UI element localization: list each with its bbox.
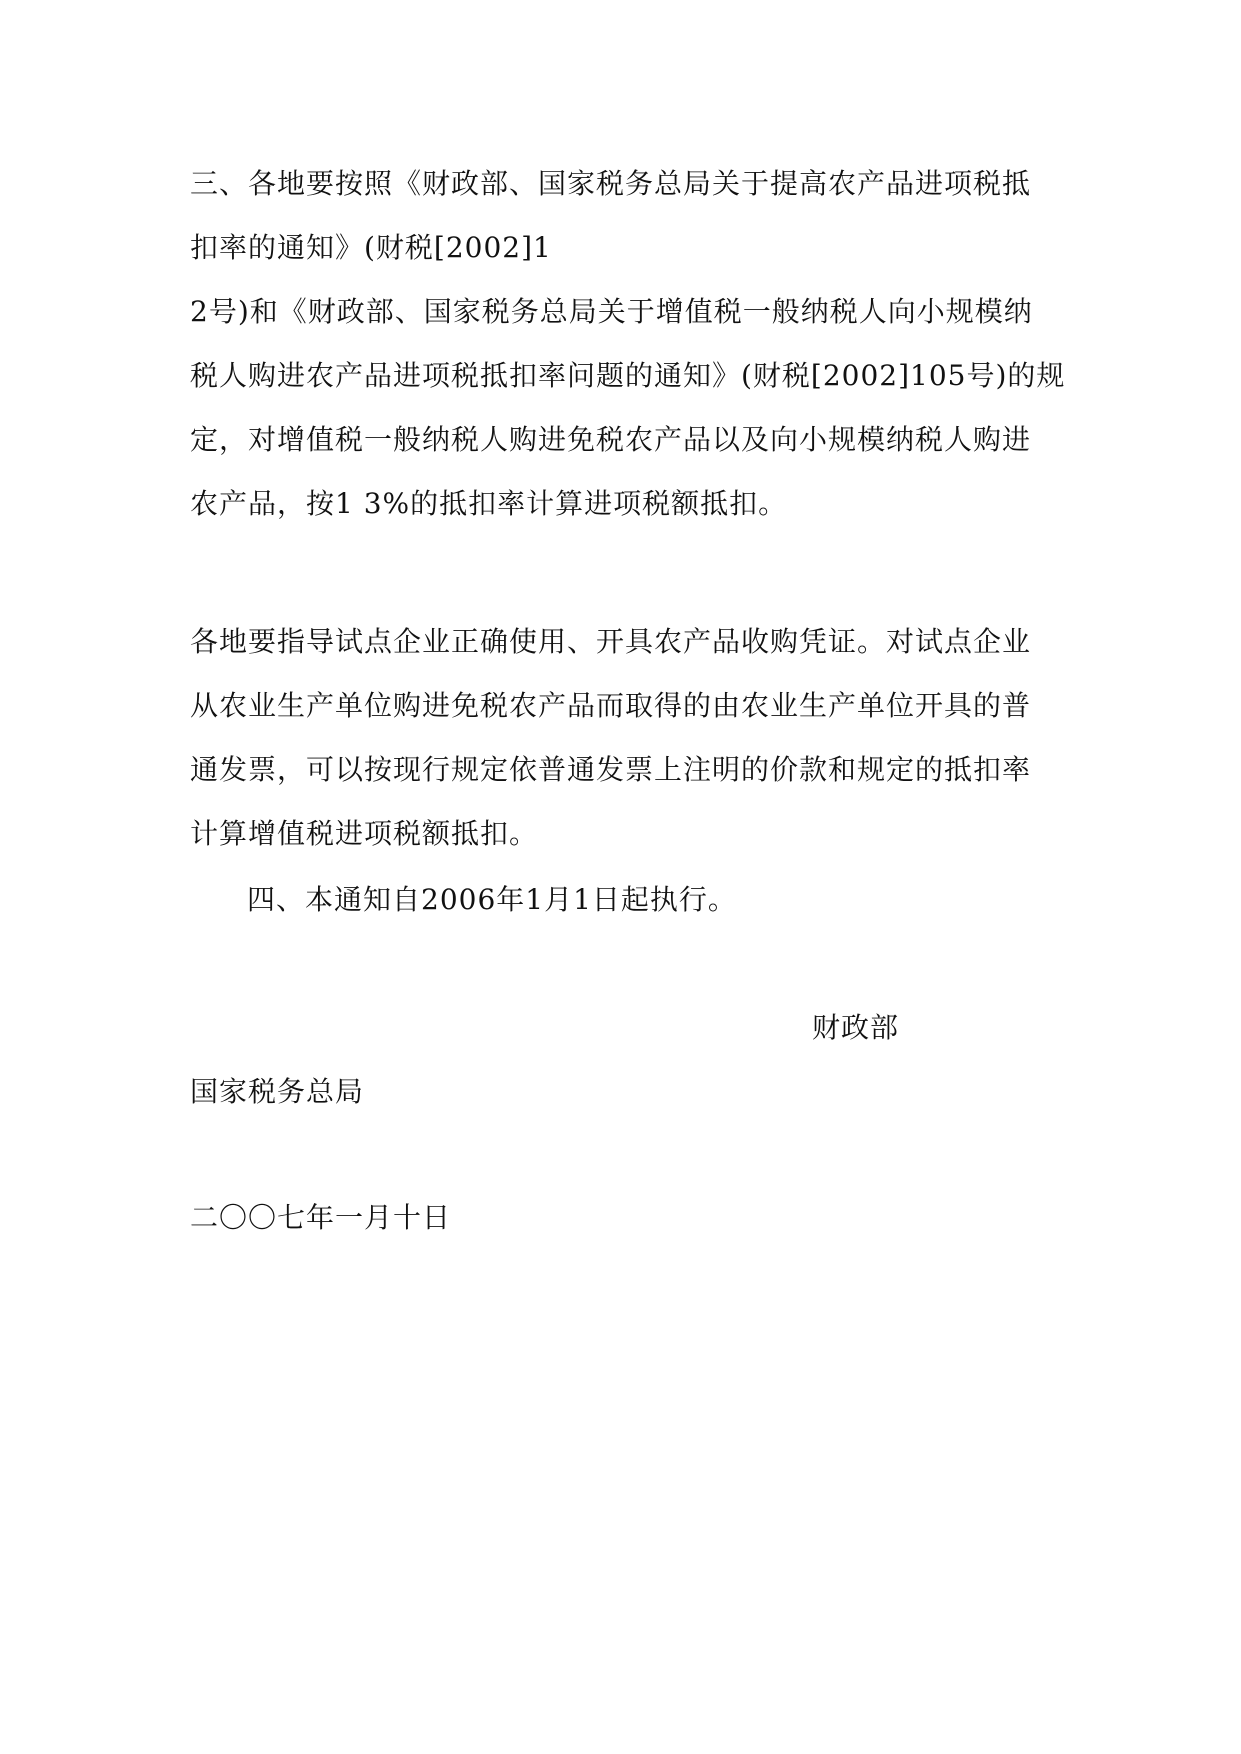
text-line: 税人购进农产品进项税抵扣率问题的通知》(财税[2002]105号)的规 <box>190 359 1066 392</box>
text-line: 计算增值税进项税额抵扣。 <box>190 817 539 850</box>
text-line: 农产品，按1 3%的抵扣率计算进项税额抵扣。 <box>190 487 788 520</box>
text-line: 三、各地要按照《财政部、国家税务总局关于提高农产品进项税抵 <box>190 167 1032 200</box>
text-line: 通发票，可以按现行规定依普通发票上注明的价款和规定的抵扣率 <box>190 753 1032 786</box>
signature-bureau: 国家税务总局 <box>190 1075 365 1108</box>
signature-ministry: 财政部 <box>812 1011 900 1044</box>
document-date: 二〇〇七年一月十日 <box>190 1201 452 1234</box>
text-line: 2号)和《财政部、国家税务总局关于增值税一般纳税人向小规模纳 <box>190 295 1033 328</box>
text-line: 定，对增值税一般纳税人购进免税农产品以及向小规模纳税人购进 <box>190 423 1032 456</box>
text-line: 从农业生产单位购进免税农产品而取得的由农业生产单位开具的普 <box>190 689 1032 722</box>
paragraph-article-4: 四、本通知自2006年1月1日起执行。 <box>247 883 737 916</box>
text-line: 扣率的通知》(财税[2002]1 <box>190 231 552 264</box>
text-line: 各地要指导试点企业正确使用、开具农产品收购凭证。对试点企业 <box>190 625 1032 658</box>
